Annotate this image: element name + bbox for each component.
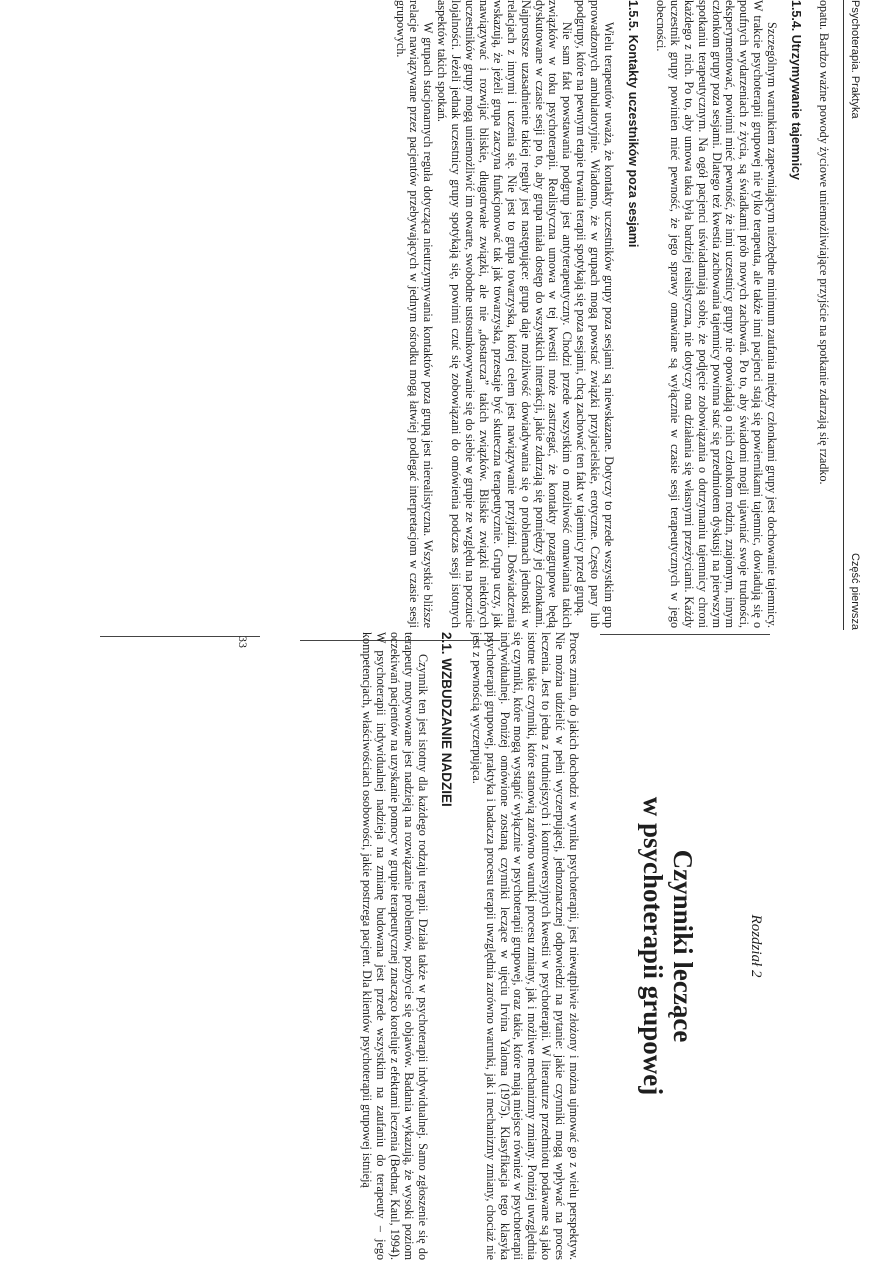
page-left <box>82 0 862 630</box>
chapter-title-line: Czynniki leczące <box>668 849 699 1043</box>
chapter-title <box>638 632 698 1260</box>
paragraph: Szczególnym warunkiem zapewniającym niezbędne minimum zaufania między członkami grupy jest dochowanie tajemnicy. W trakcie psychoterapii grupowej nie tylko terapeuta, ale także inni pacjenci stają się powiernikami tajemnic, dowiadują się o poufnych wydarzeniach z życia, są świadkami prób nowych zachowań. Po to, aby świadomi mogli ujawniać swoje trudności, eksperymentować, powinni mieć pewność, że inni uczestnicy grupy nie opowiadają o nich członkom rodzin, znajomym, innym członkom grupy poza sesjami. Dlatego też kwestia zachowania tajemnicy powinna stać się przedmiotem dyskusji na pierwszym spotkaniu terapeutycznym. Na ogół pacjenci uświadamiają sobie, że podjęcie zobowiązania o dotrzymaniu tajemnicy chroni każdego z nich. Po to, aby umowa taka była bardziej realistyczna, nie dotyczy ona działania się własnymi przeżyciami. Każdy uczestnik grupy powinien mieć pewność, że jego sprawy omawiane są wyłącznie w czasie sesji terapeutycznych w jego obecności. <box>653 0 780 628</box>
section-heading: 1.5.5. Kontakty uczestników poza sesjami <box>626 0 641 248</box>
page-right <box>82 632 862 1262</box>
section-heading: 1.5.4. Utrzymywanie tajemnicy <box>789 0 804 180</box>
paragraph: Wielu terapeutów uważa, że kontakty uczestników grupy poza sesjami są niewskazane. Dotyczy to przede wszystkim grup prowadzonych ambulatoryjnie. Wiadomo, że w grupach mogą powstać związki przyjacielskie, erotyczne. Często pary lub podgrupy, które na pewnym etapie trwania terapii spotykają się poza sesjami, chcą zachować ten fakt w tajemnicy przed grupą. <box>574 0 617 628</box>
paragraph: Czynnik ten jest istotny dla każdego rodzaju terapii. Działa także w psychoterapii indywidualnej. Samo zgłoszenie się do terapeuty motywowane jest nadzieją na rozwiązanie problemów, pozbycie się objawów. Badania wykazują, że wysoki poziom oczekiwań pacjentów na uzyskanie pomocy w grupie terapeutycznej znacząco koreluje z efektami leczenia (Bednar, Kaul, 1994). W psychoterapii indywidualnej nadzieja na zmianę budowana jest przede wszystkim na zaufaniu do terapeuty – jego kompetencjach, właściwościach osobowości, jakie postrzega pacjent. Dla klientów psychoterapii grupowej istnieją <box>360 632 430 1260</box>
header-left: Psychoterapia. Praktyka <box>849 0 861 119</box>
text-column <box>393 0 830 628</box>
running-header <box>843 0 862 630</box>
chapter-title-line: w psychoterapii grupowej <box>638 796 669 1096</box>
header-right: Część pierwsza <box>849 552 861 630</box>
section-heading: 2.1. WZBUDZANIE NADZIEI <box>438 632 454 807</box>
paragraph: Proces zmian, do jakich dochodzi w wyniku psychoterapii, jest niewątpliwie złożony i można ujmować go z wielu perspektyw. Nie można udzielić w pełni wyczerpującej, jednoznacznej odpowiedzi na pytanie: jakie czynniki mogą wpływać na proces leczenia. Jest to jedna z trudniejszych i kontrowersyjnych kwestii w psychoterapii. W literaturze przedmiotu podawane są jako istotne takie czynniki, które stanowią zarówno warunki procesu zmiany, jak i możliwe mechanizmy zmiany. Poniżej uwzględnia się czynniki, które mogą wystąpić wyłącznie w psychoterapii grupowej, oraz takie, które mają miejsce również w psychoterapii indywidualnej. Poniżej omówione zostaną czynniki leczące w ujęciu Irvina Yaloma (1975). Klasyfikacja tego klasyka psychoterapii grupowej, praktyka i badacza procesu terapii uwzględnia zarówno warunki, jak i mechanizmy zmiany, chociaż nie jest z pewnością wyczerpująca. <box>469 632 582 1260</box>
paragraph: W grupach stacjonarnych reguła dotycząca nieutrzymywania kontaktów poza grupą jest nierealistyczna. Wszystkie bliższe relacje nawiązywane przez pacjentów przebywających w jednym ośrodku mogą łatwiej podlegać interpretacjom w czasie sesji grupowych. <box>393 0 436 628</box>
paragraph: opatu. Bardzo ważne powody życiowe uniemożliwiające przyjście na spotkanie zdarzają się rzadko. <box>817 0 831 485</box>
chapter-label: Rozdział 2 <box>748 914 764 978</box>
text-column <box>359 632 862 1260</box>
paragraph: Nie sam fakt powstawania podgrup jest antyterapeutyczny. Chodzi przede wszystkim o możliwość omawiania takich związków w toku psychoterapii. Realistyczna umowa w tej kwestii może zastrzegać, że kontakty pozagrupowe będą dyskutowane w czasie sesji po to, aby grupa miała dostęp do wszystkich interakcji, jakie zdarzają się pomiędzy jej członkami. Najprostsze uzasadnienie takiej reguły jest następujące: grupa daje możliwość dowiadywania się o problemach jednostki w relacjach z innymi i uczenia się. Nie jest to grupa towarzyska, której celem jest nawiązywanie przyjaźni. Doświadczenia wskazują, że jeżeli grupa zaczyna funkcjonować tak jak towarzyska, przestaje być skuteczna terapeutycznie. Grupa uczy, jak nawiązywać i rozwijać bliskie, długotrwałe związki, ale nie „dostarcza” takich związków. Bliskie związki niektórych uczestników grupy mogą uniemożliwić im otwarte, swobodne ustosunkowywanie się do siebie w grupie ze względu na poczucie lojalności. Jeżeli jednak uczestnicy grupy spotykają się, powinni czuć się zobowiązani do omówienia podczas sesji istotnych aspektów takich spotkań. <box>435 0 575 628</box>
page-number: 33 <box>236 636 250 648</box>
